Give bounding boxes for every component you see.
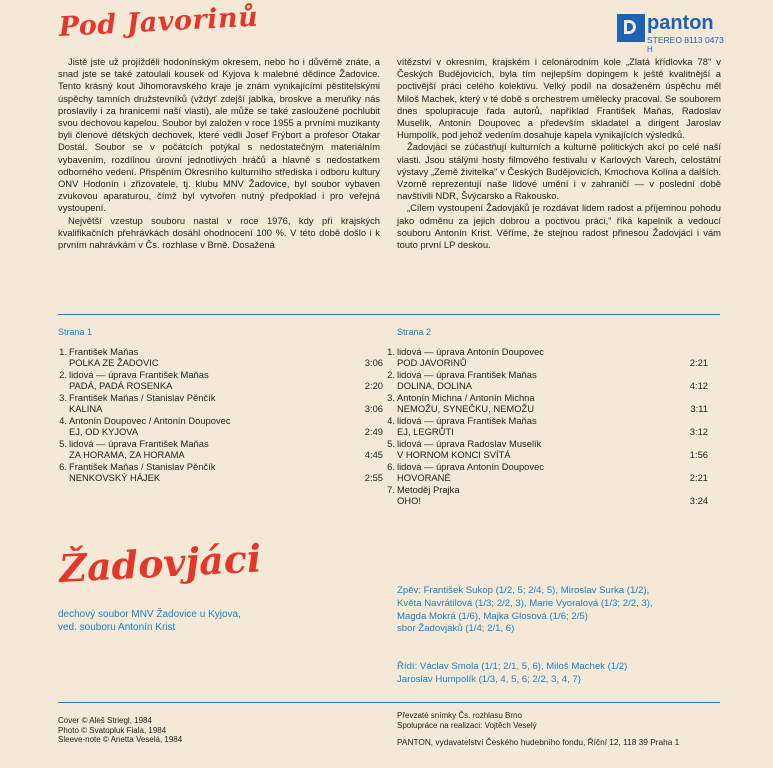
track-title: EJ, LEGRŮTI	[397, 426, 454, 437]
track-credit: lidová — úprava Radoslav Muselík	[397, 438, 542, 449]
track-item	[383, 369, 708, 392]
track-number: 5.	[387, 438, 395, 449]
credit-line: Magda Mokrá (1/6), Majka Glosová (1/6; 2/5)	[397, 610, 588, 622]
track-number: 7.	[387, 484, 395, 495]
catalog-number: STEREO 8113 0473	[647, 35, 724, 45]
sleeve-credit: Sleeve-note © Anetta Veselá, 1984	[58, 735, 183, 745]
design-credits	[58, 716, 182, 745]
track-item	[55, 392, 383, 415]
publisher-line: PANTON, vydavatelství Českého hudebního fondu, Říční 12, 118 39 Praha 1	[397, 737, 680, 747]
track-duration: 2:21	[689, 472, 708, 483]
side1-tracklist	[55, 346, 383, 484]
track-duration: 2:21	[689, 357, 708, 368]
credit-line: Jaroslav Humpolík (1/3, 4, 5, 6; 2/2, 3, 4, 7)	[397, 673, 581, 685]
track-credit: lidová — úprava František Maňas	[69, 369, 209, 380]
group-desc-line: dechový soubor MNV Žadovice u Kyjova,	[58, 609, 241, 620]
track-duration: 2:20	[364, 380, 383, 391]
group-name: Žadovjáci	[58, 535, 263, 591]
vocal-credits	[397, 585, 727, 636]
track-item	[55, 369, 383, 392]
liner-notes-right	[397, 56, 721, 251]
track-title: KALINA	[69, 403, 103, 414]
side1-label: Strana 1	[58, 327, 93, 337]
track-number: 2.	[387, 369, 395, 380]
track-credit: Metoděj Prajka	[397, 484, 460, 495]
track-number: 4.	[387, 415, 395, 426]
track-duration: 2:49	[364, 426, 383, 437]
track-number: 6.	[387, 461, 395, 472]
credit-line: sbor Žadovjáků (1/4; 2/1, 6)	[397, 623, 515, 635]
track-credit: Antonín Michna / Antonín Michna	[397, 392, 535, 403]
track-credit: lidová — úprava Antonín Doupovec	[397, 461, 544, 472]
track-item	[383, 415, 708, 438]
track-item	[55, 461, 383, 484]
track-duration: 3:06	[364, 403, 383, 414]
track-item	[55, 415, 383, 438]
liner-notes-left	[58, 56, 380, 251]
track-number: 1.	[387, 346, 395, 357]
track-credit: lidová — úprava František Maňas	[397, 369, 537, 380]
track-item	[55, 346, 383, 369]
track-number: 2.	[59, 369, 67, 380]
group-description	[58, 609, 241, 634]
track-credit: lidová — úprava František Maňas	[397, 415, 537, 426]
track-title: HOVORANÉ	[397, 472, 451, 483]
divider-bottom	[58, 702, 720, 703]
track-duration: 3:06	[364, 357, 383, 368]
notes-paragraph: Žadovjáci se zúčastňují kulturních a kulturně politických akcí po celé naší vlasti. Jsou stálými hosty filmového festivalu v Karlových Varech, celostátní výstavy „Země živitelka" v Českých Budějovicích, Kmochova Kolína a dalších. Vzorně reprezentují naše lidové umění i v zahraničí — v poslední době navštívili NDR, Švýcarsko a Rakousko.	[397, 141, 721, 202]
credit-line: Zpěv: František Sukop (1/2, 5; 2/4, 5), Miroslav Surka (1/2),	[397, 585, 650, 596]
track-duration: 3:12	[689, 426, 708, 437]
track-title: NENKOVSKÝ HÁJEK	[69, 472, 161, 483]
track-duration: 3:11	[690, 403, 708, 414]
track-item	[383, 346, 708, 369]
cover-credit: Cover © Aleš Striegl, 1984	[58, 716, 152, 725]
track-credit: František Maňas / Stanislav Pěnčík	[69, 392, 216, 403]
notes-paragraph: „Cílem vystoupení Žadovjáků je rozdávat lidem radost a příjemnou pohodu jako odměnu za jejich dobrou a poctivou práci," říká kapelník a vedoucí souboru Antonín Krist. Věříme, že stejnou radost přinesou Žadovjáci i vám touto první LP deskou.	[397, 202, 721, 251]
track-title: OHO!	[397, 495, 421, 506]
production-credits	[397, 711, 537, 730]
side2-tracklist	[383, 346, 708, 507]
track-title: PADÁ, PADÁ ROSENKA	[69, 380, 173, 391]
conductor-credits	[397, 661, 727, 687]
track-credit: František Maňas / Stanislav Pěnčík	[69, 461, 216, 472]
label-name: panton	[647, 12, 714, 34]
catalog-suffix: H	[647, 45, 653, 54]
track-number: 1.	[59, 346, 67, 357]
track-number: 4.	[59, 415, 67, 426]
track-item	[55, 438, 383, 461]
track-title: NEMOŽU, SYNEČKU, NEMOŽU	[397, 403, 534, 414]
track-duration: 3:24	[689, 495, 708, 506]
album-title: Pod Javorinů	[58, 1, 259, 43]
panton-logo-icon	[617, 14, 645, 42]
divider-top	[58, 314, 720, 315]
track-number: 5.	[59, 438, 67, 449]
side2-label: Strana 2	[397, 327, 432, 337]
track-duration: 4:12	[689, 380, 708, 391]
track-item	[383, 461, 708, 484]
track-title: EJ, OD KYJOVA	[69, 426, 139, 437]
track-title: POLKA ZE ŽADOVIC	[69, 357, 159, 368]
track-credit: Antonín Doupovec / Antonín Doupovec	[69, 415, 231, 426]
track-duration: 2:55	[364, 472, 383, 483]
track-item	[383, 392, 708, 415]
collaboration-credit: Spolupráce na realizaci: Vojtěch Veselý	[397, 720, 537, 730]
photo-credit: Photo © Svatopluk Fiala, 1984	[58, 725, 167, 735]
track-number: 3.	[387, 392, 395, 403]
notes-paragraph: Největší vzestup souboru nastal v roce 1976, kdy při krajských kvalifikačních přehrávkách dosáhl ohodnocení 100 %. V této době došlo i k prvním nahrávkám v Čs. rozhlase v Brně. Dosažená	[58, 214, 380, 251]
track-item	[383, 484, 708, 507]
track-title: V HORNOM KONCI SVÍTÁ	[397, 449, 511, 460]
notes-paragraph: vítězství v okresním, krajském i celonárodním kole „Zlatá křídlovka 78" v Českých Budějovicích, byla tím nejlepším dopingem k ještě kvalitnější a poctivější práci celého kolektivu. Velký podíl na dosaženém úspěchu měl Miloš Machek, který v té době s orchestrem umělecky pracoval. Se souborem dnes spolupracuje řada autorů, například František Maňas, Radoslav Muselík, Antonín Doupovec a především skladatel a dirigent Jaroslav Humpolík, pod jehož vedením dosahuje kapela vynikajících výsledků.	[397, 56, 721, 141]
credit-line: Květa Navrátilová (1/3; 2/2, 3), Marie Vyoralová (1/3; 2/2, 3),	[397, 597, 653, 609]
panton-logo	[617, 14, 729, 52]
track-title: POD JAVORINŮ	[397, 357, 467, 368]
track-credit: lidová — úprava František Maňas	[69, 438, 209, 449]
notes-paragraph: Jistě jste už projížděli hodonínským okresem, nebo ho i důvěrně znáte, a snad jste se také zatoulali kousek od Kyjova k malebné dědince Žadovice. Tento krásný kout Jihomoravského kraje je znám vynikajícími pěstitelskými úspěchy tamních družstevníků (vždyť zdejší jablka, broskve a meruňky nás proslavily i za hranicemi naší vlasti), ale může se také zasloužené pochlubit svou dechovou kapelou. Soubor byl založen v roce 1955 a prvními muzikanty byli členové dětských dechovek, které vedli Josef Frýbort a profesor Otakar Dostál. Soubor se v počátcích potýkal s nedostatečným materiálním vybavením, rozdílnou úrovní jednotlivých hráčů a hlavně s nedostatkem odborného vedení. Přispěním Okresního kulturního střediska i odboru kultury ONV Hodonín i zřizovatele, tj. klubu MNV Žadovice, byl soubor vybaven zvukovou aparaturou, čímž byl vytvořen nutný předpoklad i pro veřejná vystoupení.	[58, 56, 380, 214]
track-number: 3.	[59, 392, 67, 403]
track-credit: lidová — úprava Antonín Doupovec	[397, 346, 544, 357]
track-title: DOLINA, DOLINA	[397, 380, 473, 391]
group-desc-line: ved. souboru Antonín Krist	[58, 621, 176, 633]
track-credit: František Maňas	[69, 346, 139, 357]
track-item	[383, 438, 708, 461]
track-duration: 4:45	[364, 449, 383, 460]
track-number: 6.	[59, 461, 67, 472]
credit-line: Řídí: Václav Smola (1/1; 2/1, 5, 6), Miloš Machek (1/2)	[397, 661, 628, 672]
track-title: ZA HORAMA, ZA HORAMA	[69, 449, 185, 460]
source-credit: Převzaté snímky Čs. rozhlasu Brno	[397, 711, 522, 720]
track-duration: 1:56	[689, 449, 708, 460]
